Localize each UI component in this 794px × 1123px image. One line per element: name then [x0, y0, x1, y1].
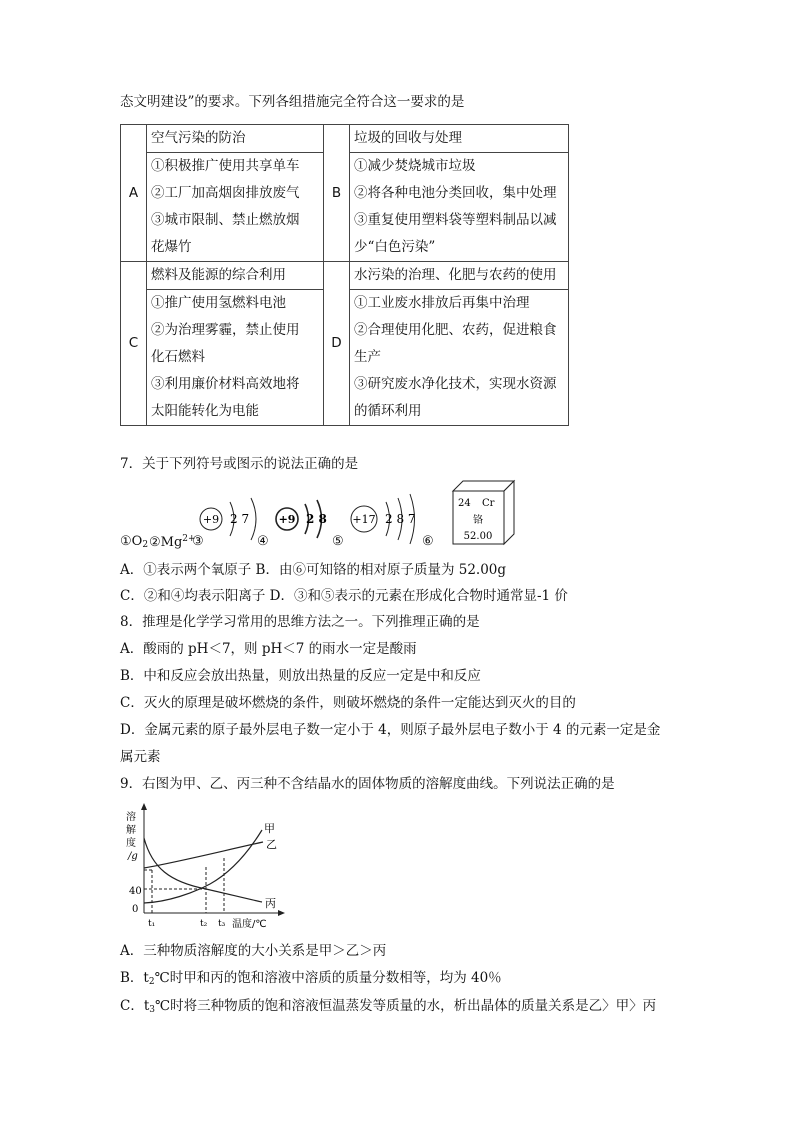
cube-mass: 52.00: [463, 531, 493, 542]
curve-jia: [144, 830, 262, 903]
atom3-shells: 2 8 7: [385, 512, 416, 526]
symbol-5-label: ⑤: [332, 534, 344, 549]
y-tick-40: 40: [129, 886, 142, 897]
option-b-title: 垃圾的回收与处理: [350, 125, 569, 153]
q9-option-a: A．三种物质溶解度的大小关系是甲＞乙＞丙: [120, 943, 387, 959]
option-d-title: 水污染的治理、化肥与农药的使用: [350, 262, 569, 290]
option-c-title: 燃料及能源的综合利用: [147, 262, 324, 290]
option-a-content: [147, 153, 324, 262]
option-b-letter: B: [324, 125, 350, 262]
atom-diagram-2: [276, 500, 327, 538]
q9-option-b: B．$t_2℃$时甲和丙的饱和溶液中溶质的质量分数相等，均为 40％: [120, 970, 502, 987]
question-7-stem: 7．关于下列符号或图示的说法正确的是: [120, 456, 359, 472]
label-bing: 丙: [265, 897, 276, 910]
x-tick-t2: t₂: [200, 919, 208, 929]
options-table: [120, 124, 569, 426]
option-c-item-3-cont: 太阳能转化为电能: [151, 403, 259, 419]
question-8-stem: 8．推理是化学学习常用的思维方法之一。下列推理正确的是: [120, 614, 480, 630]
chromium-element-cube: [453, 481, 514, 544]
atom-diagram-1: [200, 498, 256, 540]
option-c-letter: C: [121, 262, 147, 426]
option-d-item-3-cont: 的循环利用: [354, 403, 422, 419]
option-b-item-3: ③重复使用塑料袋等塑料制品以减: [354, 212, 557, 228]
q9-option-c: C．$t_3℃$时将三种物质的饱和溶液恒温蒸发等质量的水，析出晶体的质量关系是乙〉甲〉丙: [120, 998, 657, 1015]
q8-option-a: A．酸雨的 pH＜7，则 pH＜7 的雨水一定是酸雨: [120, 641, 417, 657]
q7-option-a-b: A．①表示两个氧原子 B．由⑥可知铬的相对原子质量为 52.00g: [120, 562, 507, 578]
atom1-shells: 2 7: [230, 512, 250, 526]
option-c-item-3: ③利用廉价材料高效地将: [151, 376, 300, 392]
y-label-4: /g: [128, 851, 138, 862]
option-b-item-3-cont: 少“白色污染”: [354, 239, 436, 255]
option-a-item-2: ②工厂加高烟囱排放废气: [151, 185, 300, 201]
option-d-letter: D: [324, 262, 350, 426]
option-d-content: [350, 290, 569, 426]
option-d-item-1: ①工业废水排放后再集中治理: [354, 295, 530, 311]
x-tick-t1: t₁: [148, 919, 156, 929]
y-label-1: 溶: [126, 812, 136, 823]
atom3-nucleus: +17: [352, 513, 376, 526]
q8-option-b: B．中和反应会放出热量，则放出热量的反应一定是中和反应: [120, 668, 481, 684]
option-c-content: [147, 290, 324, 426]
atom1-nucleus: +9: [202, 513, 220, 526]
atom2-shells: 2 8: [306, 512, 327, 526]
q8-option-c: C．灭火的原理是破坏燃烧的条件，则破坏燃烧的条件一定能达到灭火的目的: [120, 695, 576, 711]
atom-diagram-3: [351, 494, 416, 544]
option-a-item-3: ③城市限制、禁止燃放烟: [151, 212, 300, 228]
symbol-1: $①O_2$: [120, 534, 149, 550]
q7-option-c-d: C．②和④均表示阳离子 D．③和⑤表示的元素在形成化合物时通常显-1 价: [120, 588, 568, 604]
question-9-stem: 9．右图为甲、乙、丙三种不含结晶水的固体物质的溶解度曲线。下列说法正确的是: [120, 776, 615, 792]
option-c-item-2: ②为治理雾霾，禁止使用: [151, 322, 300, 338]
option-d-item-2-cont: 生产: [354, 349, 381, 365]
label-jia: 甲: [264, 822, 275, 835]
q8-option-d-cont: 属元素: [120, 749, 161, 765]
label-yi: 乙: [266, 838, 277, 851]
cube-atomic-number: 24: [458, 498, 471, 509]
x-tick-t3: t₃: [218, 919, 226, 929]
cube-name: 铬: [473, 515, 483, 526]
x-axis-label: 温度/℃: [232, 919, 267, 930]
symbol-6-label: ⑥: [422, 534, 434, 549]
cube-symbol: Cr: [482, 498, 495, 509]
option-b-item-2: ②将各种电池分类回收，集中处理: [354, 185, 557, 201]
option-c-item-2-cont: 化石燃料: [151, 349, 205, 365]
option-b-content: [350, 153, 569, 262]
y-label-3: 度: [126, 838, 136, 849]
option-d-item-2: ②合理使用化肥、农药，促进粮食: [354, 322, 557, 338]
question-6-stem-tail: 态文明建设”的要求。下列各组措施完全符合这一要求的是: [120, 94, 465, 110]
symbol-3-label: ③: [192, 534, 204, 549]
y-label-2: 解: [126, 825, 136, 836]
q8-option-d: D．金属元素的原子最外层电子数一定小于 4，则原子最外层电子数小于 4 的元素一定是金: [120, 722, 661, 738]
symbol-4-label: ④: [257, 534, 269, 549]
option-a-item-1: ①积极推广使用共享单车: [151, 158, 300, 174]
option-b-item-1: ①减少焚烧城市垃圾: [354, 158, 476, 174]
option-a-title: 空气污染的防治: [147, 125, 324, 153]
curve-yi: [144, 842, 263, 868]
option-a-letter: A: [121, 125, 147, 262]
solubility-curve-graph: [118, 800, 288, 935]
atom2-nucleus: +9: [278, 513, 296, 526]
option-c-item-1: ①推广使用氢燃料电池: [151, 295, 286, 311]
curve-bing: [144, 838, 262, 902]
origin-label: 0: [132, 904, 139, 915]
symbol-2: $②Mg^{2+}$: [149, 534, 196, 550]
option-a-item-3-cont: 花爆竹: [151, 239, 192, 255]
option-d-item-3: ③研究废水净化技术，实现水资源: [354, 376, 557, 392]
